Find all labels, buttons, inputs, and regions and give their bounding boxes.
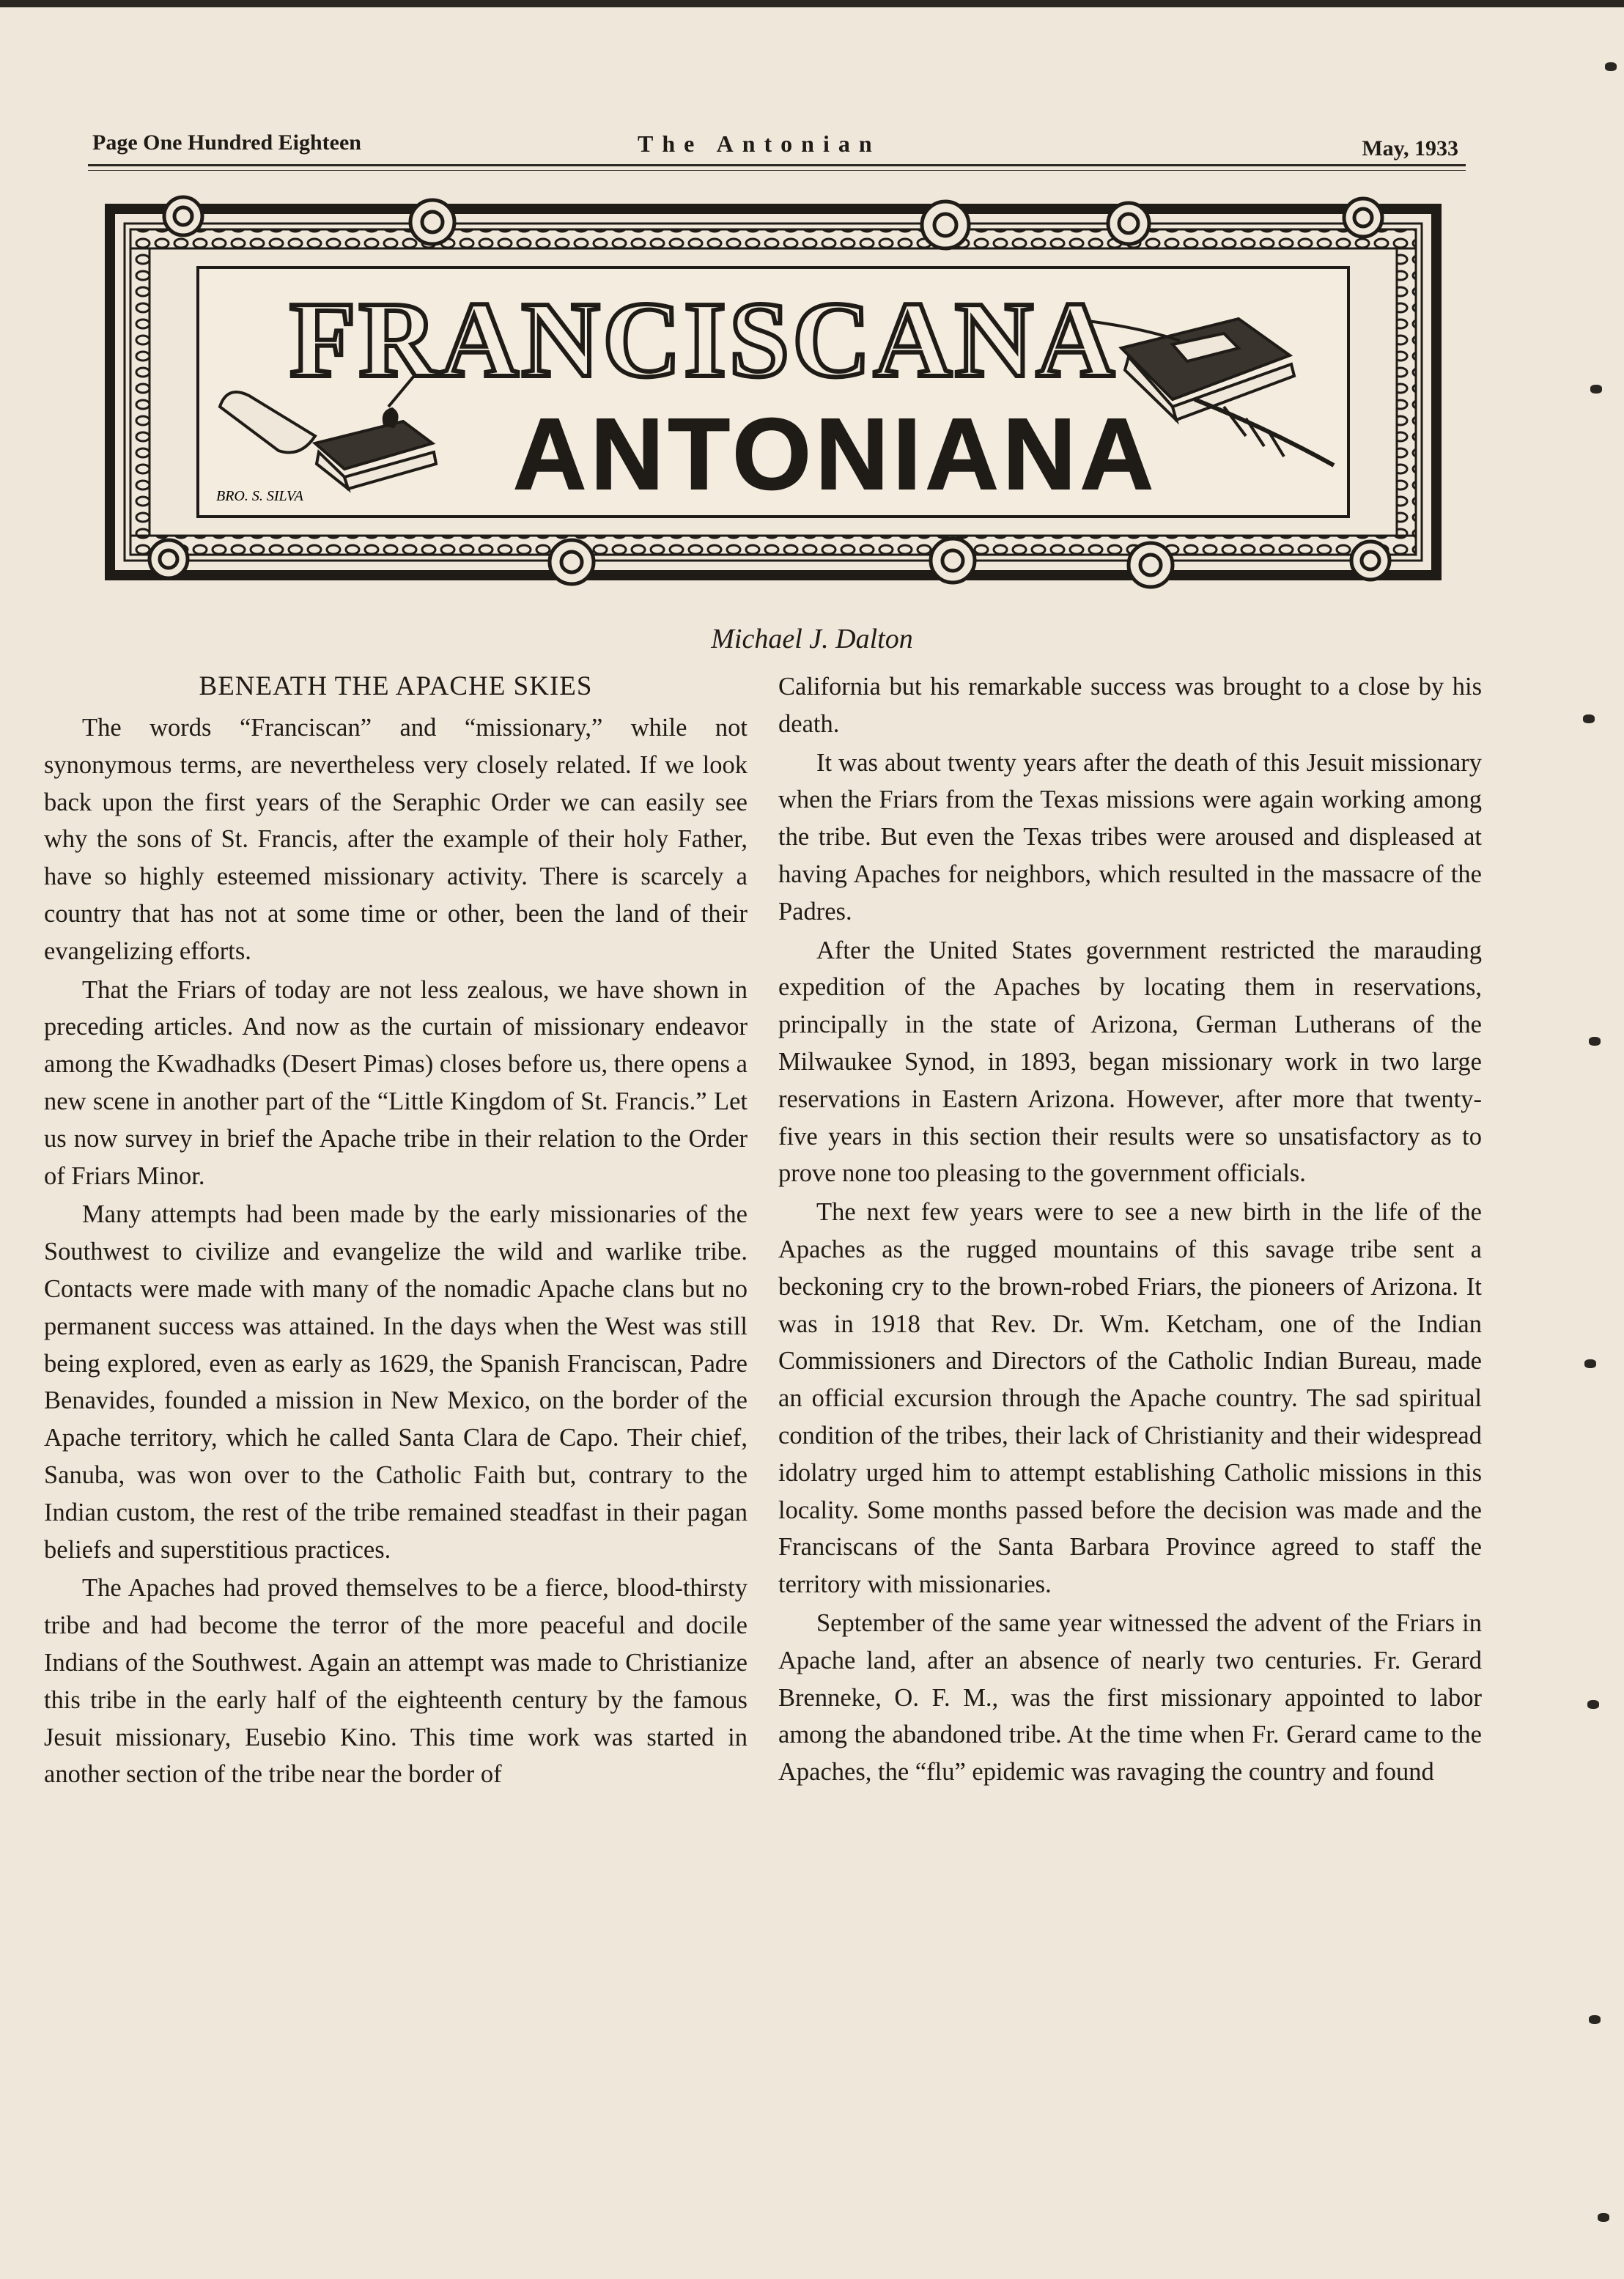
paragraph: That the Friars of today are not less zealous, we have shown in preceding articles. And now as the curtain of missionary endeavor among the Kwadhadks (Desert Pimas) closes before us, there opens a new scene in another part of the “Little Kingdom of St. Francis.” Let us now survey in brief the Apache tribe in their relation to the Order of Friars Minor. bbox=[44, 975, 748, 1190]
page-number-label: Page One Hundred Eighteen bbox=[92, 130, 361, 155]
header-rule-thin bbox=[88, 170, 1466, 171]
paragraph: The next few years were to see a new birth in the life of the Apaches as the rugged mountains of this savage tribe sent a beckoning cry to the brown-robed Friars, the pioneers of Arizona. It was in 1918 that Rev. Dr. Wm. Ketcham, one of the Indian Commissioners and Directors of the Catholic Indian Bureau, made an official excursion through the Apache country. The sad spiritual condition of the tribes, their lack of Christianity and their widespread idolatry urged him to attempt establishing Catholic missions in this locality. Some months passed before the decision was made and the Franciscans of the Santa Barbara Province agreed to staff the territory with missionaries. bbox=[778, 1198, 1482, 1599]
publication-title: The Antonian bbox=[638, 130, 881, 157]
paragraph: September of the same year witnessed the advent of the Friars in Apache land, after an absence of nearly two centuries. Fr. Gerard Brenneke, O. F. M., was the first missionary appointed to labor among the abandoned tribe. At the time when Fr. Gerard came to the Apaches, the “flu” epidemic was ravaging the country and found bbox=[778, 1608, 1482, 1787]
paragraph: The Apaches had proved themselves to be a fierce, blood-thirsty tribe and had become the terror of the more peaceful and docile Indians of the Southwest. Again an attempt was made to Christianize this tribe in the early half of the eighteenth century by the famous Jesuit missionary, Eusebio Kino. This time work was started in another section of the tribe near the border of bbox=[44, 1574, 748, 1789]
paragraph: It was about twenty years after the death of this Jesuit missionary when the Friars from the Texas missions were again working among the tribe. But even the Texas tribes were aroused and displeased at having Apaches for neighbors, which resulted in the massacre of the Padres. bbox=[778, 748, 1482, 926]
binding-hole-mark bbox=[1583, 714, 1595, 723]
page-top-edge bbox=[0, 0, 1624, 7]
issue-date: May, 1933 bbox=[1362, 136, 1458, 160]
paragraph: The words “Franciscan” and “missionary,” while not synonymous terms, are nevertheless very closely related. If we look back upon the first years of the Seraphic Order we can easily see why the sons of St. Francis, after the example of their holy Father, have so highly esteemed missionary activity. There is scarcely a country that has not at some time or other, been the land of their evangelizing efforts. bbox=[44, 714, 748, 965]
running-head bbox=[88, 126, 1466, 170]
masthead-banner bbox=[95, 187, 1451, 597]
paragraph: California but his remarkable success was brought to a close by his death. bbox=[778, 673, 1482, 738]
binding-hole-mark bbox=[1589, 1037, 1601, 1046]
paragraph: After the United States government restricted the marauding expedition of the Apaches by locating them in reservations, principally in the state of Arizona, German Lutherans of the Milwaukee Synod, in 1893, began missionary work in two large reservations in Eastern Arizona. However, after more that twenty-five years in this section their results were so unsatisfactory as to prove none too pleasing to the government officials. bbox=[778, 936, 1482, 1188]
binding-hole-mark bbox=[1598, 2213, 1609, 2222]
paragraph: Many attempts had been made by the early missionaries of the Southwest to civilize and evangelize the wild and warlike tribe. Contacts were made with many of the nomadic Apache clans but no permanent success was attained. In the days when the West was still being explored, even as early as 1629, the Spanish Franciscan, Padre Benavides, founded a mission in New Mexico, on the border of the Apache territory, which he called Santa Clara de Capo. Their chief, Sanuba, was won over to the Catholic Faith but, contrary to the Indian custom, the rest of the tribe remained steadfast in their pagan beliefs and superstitious practices. bbox=[44, 1200, 748, 1564]
article-column-right bbox=[778, 668, 1482, 1791]
binding-hole-mark bbox=[1605, 62, 1617, 71]
article-column-left bbox=[44, 668, 748, 1793]
masthead-title-line2: ANTONIANA bbox=[513, 398, 1158, 511]
masthead-title-line1: FRANCISCANA bbox=[289, 280, 1118, 400]
header-rule bbox=[88, 164, 1466, 166]
binding-hole-mark bbox=[1584, 1359, 1596, 1368]
binding-hole-mark bbox=[1589, 2015, 1601, 2024]
article-byline: Michael J. Dalton bbox=[711, 624, 913, 654]
binding-hole-mark bbox=[1590, 385, 1602, 394]
binding-hole-mark bbox=[1587, 1700, 1599, 1709]
article-title: BENEATH THE APACHE SKIES bbox=[199, 671, 593, 701]
artist-signature: BRO. S. SILVA bbox=[216, 488, 303, 504]
